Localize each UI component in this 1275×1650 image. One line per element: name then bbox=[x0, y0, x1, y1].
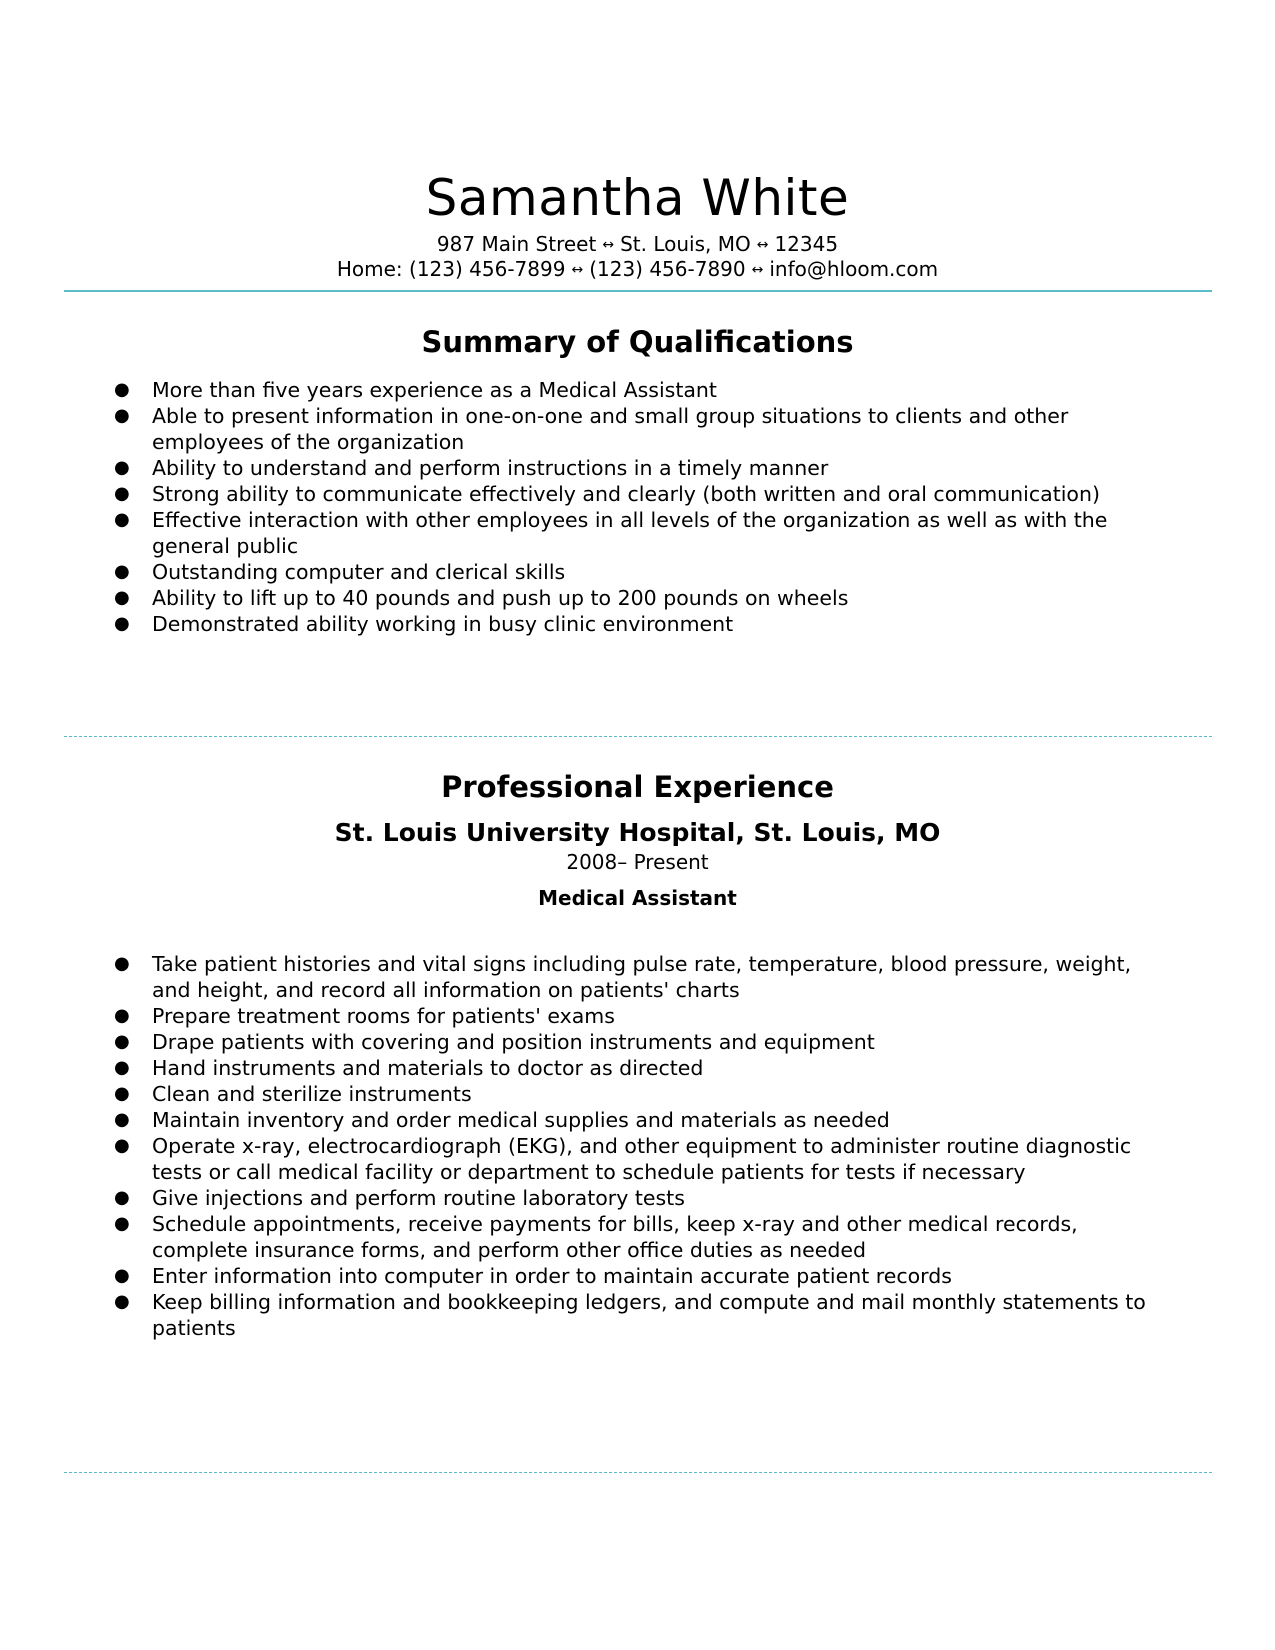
list-item bbox=[112, 1289, 1172, 1341]
email-address: info@hloom.com bbox=[769, 257, 939, 281]
list-item bbox=[112, 1133, 1172, 1185]
list-item bbox=[112, 1055, 1172, 1081]
bullet-icon: ● bbox=[114, 613, 130, 634]
bullet-icon: ● bbox=[114, 1213, 130, 1234]
alt-phone: (123) 456-7890 bbox=[589, 257, 746, 281]
list-item-text: More than five years experience as a Medical Assistant bbox=[152, 378, 717, 402]
list-item-text: Keep billing information and bookkeeping ledgers, and compute and mail monthly statements to patients bbox=[152, 1290, 1146, 1340]
list-item-text: Operate x-ray, electrocardiograph (EKG), and other equipment to administer routine diagnostic tests or call medical facility or department to schedule patients for tests if necessary bbox=[152, 1134, 1132, 1184]
section-divider bbox=[64, 1472, 1212, 1473]
bullet-icon: ● bbox=[114, 1057, 130, 1078]
list-item bbox=[112, 1107, 1172, 1133]
list-item-text: Drape patients with covering and position instruments and equipment bbox=[152, 1030, 875, 1054]
list-item-text: Prepare treatment rooms for patients' exams bbox=[152, 1004, 615, 1028]
bullet-icon: ● bbox=[114, 587, 130, 608]
list-item bbox=[112, 1211, 1172, 1263]
zip-code: 12345 bbox=[774, 232, 839, 256]
list-item bbox=[112, 455, 1172, 481]
list-item bbox=[112, 403, 1172, 455]
bullet-icon: ● bbox=[114, 1005, 130, 1026]
list-item-text: Able to present information in one-on-one and small group situations to clients and other employees of the organization bbox=[152, 404, 1069, 454]
separator-icon: ↔ bbox=[571, 262, 584, 278]
list-item-text: Clean and sterilize instruments bbox=[152, 1082, 472, 1106]
list-item-text: Hand instruments and materials to doctor as directed bbox=[152, 1056, 704, 1080]
summary-heading: Summary of Qualifications bbox=[421, 325, 854, 359]
list-item bbox=[112, 377, 1172, 403]
list-item-text: Demonstrated ability working in busy clinic environment bbox=[152, 612, 734, 636]
experience-list bbox=[112, 951, 1172, 1341]
list-item bbox=[112, 1185, 1172, 1211]
city-state: St. Louis, MO bbox=[620, 232, 751, 256]
list-item bbox=[112, 1263, 1172, 1289]
list-item bbox=[112, 507, 1172, 559]
list-item bbox=[112, 481, 1172, 507]
bullet-icon: ● bbox=[114, 1109, 130, 1130]
list-item-text: Take patient histories and vital signs including pulse rate, temperature, blood pressure, weight, and height, and record all information on patients' charts bbox=[152, 952, 1132, 1002]
bullet-icon: ● bbox=[114, 509, 130, 530]
section-divider bbox=[64, 736, 1212, 737]
list-item-text: Maintain inventory and order medical supplies and materials as needed bbox=[152, 1108, 890, 1132]
separator-icon: ↔ bbox=[751, 262, 764, 278]
list-item bbox=[112, 951, 1172, 1003]
list-item-text: Schedule appointments, receive payments for bills, keep x-ray and other medical records, complete insurance forms, and perform other office duties as needed bbox=[152, 1212, 1078, 1262]
list-item-text: Strong ability to communicate effectively and clearly (both written and oral communication) bbox=[152, 482, 1100, 506]
list-item-text: Ability to lift up to 40 pounds and push up to 200 pounds on wheels bbox=[152, 586, 849, 610]
phone-email-line bbox=[0, 257, 1275, 282]
list-item bbox=[112, 611, 1172, 637]
employer-name: St. Louis University Hospital, St. Louis, MO bbox=[334, 818, 941, 847]
bullet-icon: ● bbox=[114, 1083, 130, 1104]
summary-list bbox=[112, 377, 1172, 637]
home-phone: Home: (123) 456-7899 bbox=[336, 257, 566, 281]
list-item-text: Enter information into computer in order to maintain accurate patient records bbox=[152, 1264, 952, 1288]
bullet-icon: ● bbox=[114, 483, 130, 504]
list-item-text: Give injections and perform routine laboratory tests bbox=[152, 1186, 685, 1210]
bullet-icon: ● bbox=[114, 379, 130, 400]
experience-heading: Professional Experience bbox=[441, 770, 834, 804]
list-item bbox=[112, 585, 1172, 611]
bullet-icon: ● bbox=[114, 1031, 130, 1052]
list-item-text: Outstanding computer and clerical skills bbox=[152, 560, 566, 584]
bullet-icon: ● bbox=[114, 561, 130, 582]
bullet-icon: ● bbox=[114, 1187, 130, 1208]
bullet-icon: ● bbox=[114, 1135, 130, 1156]
candidate-name: Samantha White bbox=[425, 169, 850, 227]
employment-dates: 2008– Present bbox=[566, 850, 709, 874]
list-item bbox=[112, 1029, 1172, 1055]
bullet-icon: ● bbox=[114, 1265, 130, 1286]
list-item bbox=[112, 1003, 1172, 1029]
list-item bbox=[112, 1081, 1172, 1107]
separator-icon: ↔ bbox=[602, 237, 615, 253]
list-item-text: Effective interaction with other employees in all levels of the organization as well as with the general public bbox=[152, 508, 1108, 558]
list-item bbox=[112, 559, 1172, 585]
address-line bbox=[0, 232, 1275, 257]
bullet-icon: ● bbox=[114, 1291, 130, 1312]
job-title: Medical Assistant bbox=[538, 886, 737, 910]
bullet-icon: ● bbox=[114, 953, 130, 974]
street-address: 987 Main Street bbox=[436, 232, 597, 256]
bullet-icon: ● bbox=[114, 457, 130, 478]
separator-icon: ↔ bbox=[756, 237, 769, 253]
bullet-icon: ● bbox=[114, 405, 130, 426]
list-item-text: Ability to understand and perform instructions in a timely manner bbox=[152, 456, 829, 480]
header-divider bbox=[64, 290, 1212, 292]
